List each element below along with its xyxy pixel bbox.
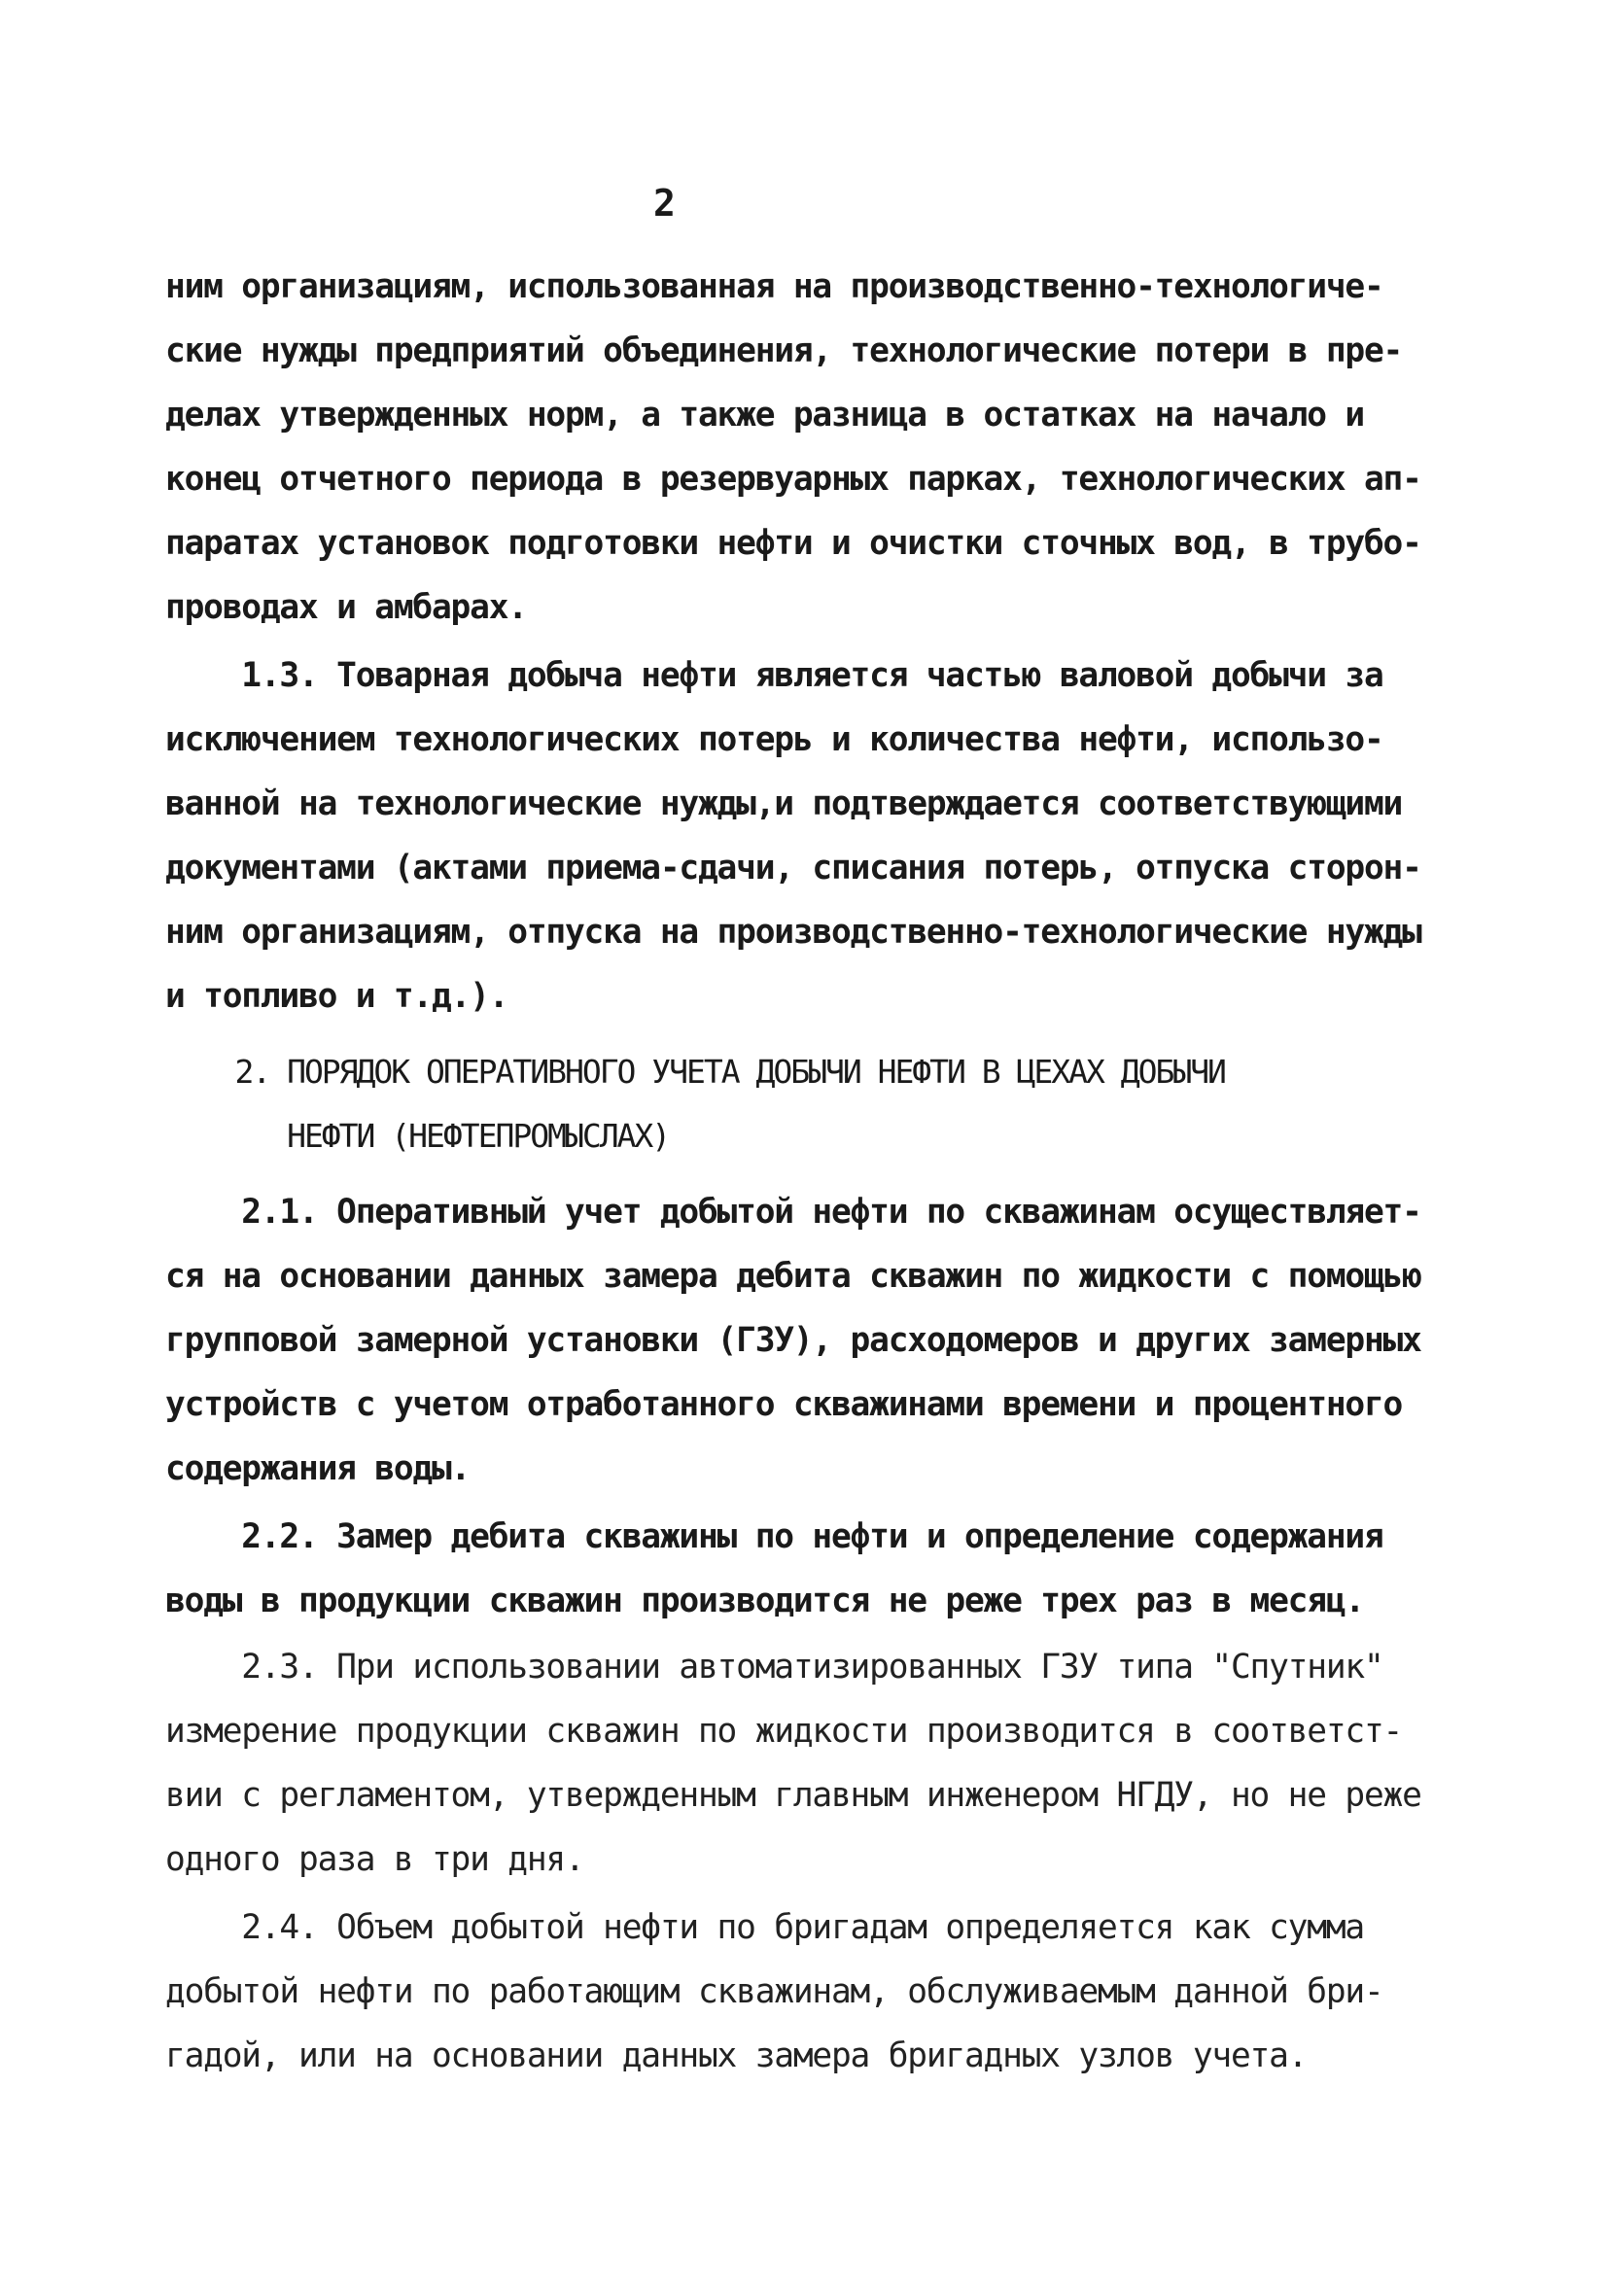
text-line: 2.4. Объем добытой нефти по бригадам определяется как сумма bbox=[165, 1908, 1364, 1947]
paragraph-2-3 bbox=[165, 1635, 1458, 1892]
text-line: групповой замерной установки (ГЗУ), расходомеров и других замерных bbox=[165, 1321, 1421, 1360]
text-line: ся на основании данных замера дебита скважин по жидкости с помощью bbox=[165, 1257, 1421, 1296]
text-line: вии с регламентом, утвержденным главным инженером НГДУ, но не реже bbox=[165, 1776, 1421, 1815]
heading-line: 2. ПОРЯДОК ОПЕРАТИВНОГО УЧЕТА ДОБЫЧИ НЕФТИ В ЦЕХАХ ДОБЫЧИ bbox=[165, 1053, 1225, 1091]
text-line: содержания воды. bbox=[165, 1449, 471, 1488]
text-line: ские нужды предприятий объединения, технологические потери в пре- bbox=[165, 331, 1403, 370]
section-2-heading bbox=[165, 1040, 1458, 1168]
paragraph-2-4 bbox=[165, 1896, 1458, 2088]
text-line: ним организациям, использованная на производственно-технологиче- bbox=[165, 267, 1383, 306]
text-line: одного раза в три дня. bbox=[165, 1840, 584, 1879]
paragraph-1-3 bbox=[165, 644, 1458, 1028]
text-line: измерение продукции скважин по жидкости производится в соответст- bbox=[165, 1712, 1403, 1751]
text-line: проводах и амбарах. bbox=[165, 588, 527, 627]
text-line: 2.3. При использовании автоматизированных ГЗУ типа "Спутник" bbox=[165, 1648, 1383, 1687]
paragraph-2-2 bbox=[165, 1505, 1458, 1633]
text-line: паратах установок подготовки нефти и очистки сточных вод, в трубо- bbox=[165, 524, 1421, 563]
paragraph-2-1 bbox=[165, 1180, 1458, 1501]
text-line: исключением технологических потерь и количества нефти, использо- bbox=[165, 720, 1383, 759]
text-line: 1.3. Товарная добыча нефти является частью валовой добычи за bbox=[165, 656, 1383, 695]
text-line: гадой, или на основании данных замера бригадных узлов учета. bbox=[165, 2036, 1308, 2075]
text-line: 2.2. Замер дебита скважины по нефти и определение содержания bbox=[165, 1517, 1383, 1556]
text-line: 2.1. Оперативный учет добытой нефти по скважинам осуществляет- bbox=[165, 1193, 1421, 1232]
text-line: делах утвержденных норм, а также разница в остатках на начало и bbox=[165, 396, 1364, 435]
text-line: воды в продукции скважин производится не реже трех раз в месяц. bbox=[165, 1582, 1364, 1620]
text-line: устройств с учетом отработанного скважинами времени и процентного bbox=[165, 1385, 1403, 1424]
text-line: ним организациям, отпуска на производственно-технологические нужды bbox=[165, 913, 1421, 952]
text-line: конец отчетного периода в резервуарных парках, технологических ап- bbox=[165, 460, 1421, 499]
text-line: документами (актами приема-сдачи, списания потерь, отпуска сторон- bbox=[165, 849, 1421, 887]
page-number: 2 bbox=[653, 182, 676, 225]
heading-line: НЕФТИ (НЕФТЕПРОМЫСЛАХ) bbox=[165, 1117, 670, 1155]
text-line: и топливо и т.д.). bbox=[165, 977, 508, 1016]
text-line: добытой нефти по работающим скважинам, обслуживаемым данной бри- bbox=[165, 1972, 1383, 2011]
paragraph-continuation bbox=[165, 255, 1458, 640]
text-line: ванной на технологические нужды,и подтверждается соответствующими bbox=[165, 784, 1403, 823]
